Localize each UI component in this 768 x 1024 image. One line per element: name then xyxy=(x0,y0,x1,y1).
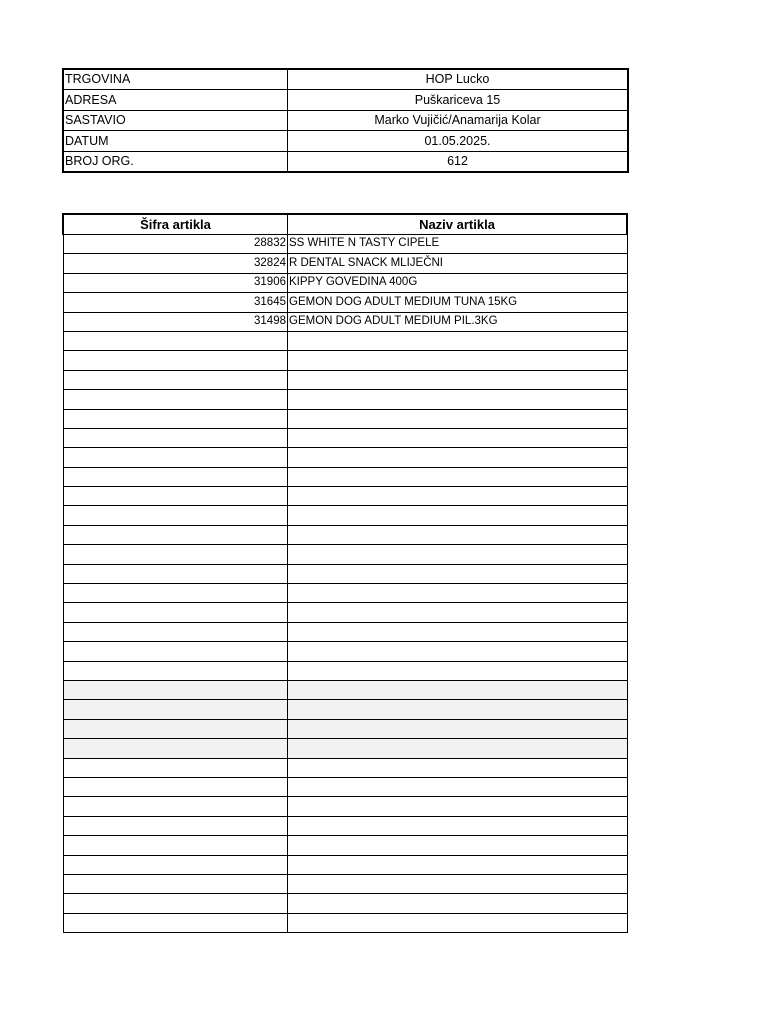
item-code-cell xyxy=(63,448,288,467)
item-name-cell: GEMON DOG ADULT MEDIUM TUNA 15KG xyxy=(288,293,628,312)
table-row xyxy=(63,700,627,719)
item-code-cell xyxy=(63,428,288,447)
table-row xyxy=(63,235,627,254)
item-name-cell xyxy=(288,564,628,583)
item-code-cell xyxy=(63,487,288,506)
table-row xyxy=(63,525,627,544)
item-name-cell xyxy=(288,448,628,467)
table-row xyxy=(63,758,627,777)
info-row-address xyxy=(63,90,628,110)
item-code-cell xyxy=(63,370,288,389)
table-row xyxy=(63,293,627,312)
info-row-date xyxy=(63,131,628,151)
table-row xyxy=(63,564,627,583)
item-code-cell xyxy=(63,739,288,758)
item-name-cell xyxy=(288,836,628,855)
item-name-cell xyxy=(288,390,628,409)
item-name-cell xyxy=(288,351,628,370)
item-name-cell: KIPPY GOVEDINA 400G xyxy=(288,273,628,292)
table-row xyxy=(63,777,627,796)
table-row xyxy=(63,680,627,699)
table-row xyxy=(63,448,627,467)
table-row xyxy=(63,661,627,680)
item-code-cell xyxy=(63,874,288,893)
item-code-cell xyxy=(63,758,288,777)
table-row xyxy=(63,603,627,622)
item-name-cell xyxy=(288,467,628,486)
item-name-cell xyxy=(288,758,628,777)
item-name-cell xyxy=(288,661,628,680)
item-name-cell xyxy=(288,719,628,738)
item-name-cell xyxy=(288,855,628,874)
info-row-store xyxy=(63,69,628,90)
item-code-cell xyxy=(63,467,288,486)
table-row xyxy=(63,739,627,758)
table-row xyxy=(63,487,627,506)
item-code-cell: 31645 xyxy=(63,293,288,312)
item-code-cell xyxy=(63,680,288,699)
info-label: SASTAVIO xyxy=(63,110,288,130)
item-name-cell xyxy=(288,680,628,699)
item-name-cell xyxy=(288,428,628,447)
items-table xyxy=(62,213,628,933)
item-name-cell: SS WHITE N TASTY CIPELE xyxy=(288,235,628,254)
item-name-cell xyxy=(288,913,628,932)
info-row-composed-by xyxy=(63,110,628,130)
item-name-cell xyxy=(288,777,628,796)
items-header-row xyxy=(63,214,627,235)
table-row xyxy=(63,622,627,641)
item-name-cell xyxy=(288,506,628,525)
item-code-cell xyxy=(63,584,288,603)
store-info-table xyxy=(62,68,629,173)
item-name-cell xyxy=(288,545,628,564)
item-code-cell xyxy=(63,894,288,913)
table-row xyxy=(63,584,627,603)
item-code-cell xyxy=(63,816,288,835)
table-row xyxy=(63,390,627,409)
item-code-cell xyxy=(63,390,288,409)
item-code-cell xyxy=(63,351,288,370)
info-value: HOP Lucko xyxy=(288,69,629,90)
item-code-cell xyxy=(63,642,288,661)
item-name-cell xyxy=(288,370,628,389)
item-name-cell xyxy=(288,700,628,719)
table-row xyxy=(63,816,627,835)
item-code-cell xyxy=(63,506,288,525)
table-row xyxy=(63,254,627,273)
item-name-cell xyxy=(288,622,628,641)
item-code-cell xyxy=(63,409,288,428)
item-name-cell xyxy=(288,797,628,816)
table-row xyxy=(63,855,627,874)
table-row xyxy=(63,428,627,447)
table-row xyxy=(63,273,627,292)
info-value: 01.05.2025. xyxy=(288,131,629,151)
item-code-cell: 32824 xyxy=(63,254,288,273)
item-code-cell xyxy=(63,564,288,583)
table-row xyxy=(63,467,627,486)
table-row xyxy=(63,797,627,816)
item-name-cell xyxy=(288,487,628,506)
info-label: BROJ ORG. xyxy=(63,151,288,172)
item-code-cell: 31906 xyxy=(63,273,288,292)
item-name-cell xyxy=(288,642,628,661)
item-name-cell xyxy=(288,874,628,893)
table-row xyxy=(63,874,627,893)
item-name-cell: R DENTAL SNACK MLIJEČNI xyxy=(288,254,628,273)
item-code-cell xyxy=(63,331,288,350)
item-name-cell: GEMON DOG ADULT MEDIUM PIL.3KG xyxy=(288,312,628,331)
table-row xyxy=(63,913,627,932)
item-name-cell xyxy=(288,603,628,622)
item-code-cell xyxy=(63,777,288,796)
info-label: ADRESA xyxy=(63,90,288,110)
table-row xyxy=(63,331,627,350)
item-code-cell xyxy=(63,719,288,738)
item-code-cell: 28832 xyxy=(63,235,288,254)
item-code-cell xyxy=(63,545,288,564)
item-code-cell: 31498 xyxy=(63,312,288,331)
item-code-cell xyxy=(63,797,288,816)
info-value: Puškariceva 15 xyxy=(288,90,629,110)
info-value: Marko Vujičić/Anamarija Kolar xyxy=(288,110,629,130)
item-name-cell xyxy=(288,409,628,428)
item-code-cell xyxy=(63,525,288,544)
item-code-cell xyxy=(63,603,288,622)
item-name-cell xyxy=(288,331,628,350)
info-row-org-number xyxy=(63,151,628,172)
column-header-code: Šifra artikla xyxy=(63,214,288,235)
item-name-cell xyxy=(288,894,628,913)
item-name-cell xyxy=(288,584,628,603)
item-name-cell xyxy=(288,816,628,835)
table-row xyxy=(63,719,627,738)
info-value: 612 xyxy=(288,151,629,172)
item-code-cell xyxy=(63,700,288,719)
item-name-cell xyxy=(288,525,628,544)
info-label: TRGOVINA xyxy=(63,69,288,90)
table-row xyxy=(63,836,627,855)
table-row xyxy=(63,370,627,389)
item-code-cell xyxy=(63,855,288,874)
item-code-cell xyxy=(63,836,288,855)
table-row xyxy=(63,642,627,661)
table-row xyxy=(63,894,627,913)
item-name-cell xyxy=(288,739,628,758)
table-row xyxy=(63,312,627,331)
table-row xyxy=(63,545,627,564)
item-code-cell xyxy=(63,661,288,680)
table-row xyxy=(63,409,627,428)
table-row xyxy=(63,351,627,370)
item-code-cell xyxy=(63,622,288,641)
info-label: DATUM xyxy=(63,131,288,151)
items-body xyxy=(63,235,627,933)
item-code-cell xyxy=(63,913,288,932)
column-header-name: Naziv artikla xyxy=(288,214,628,235)
table-row xyxy=(63,506,627,525)
